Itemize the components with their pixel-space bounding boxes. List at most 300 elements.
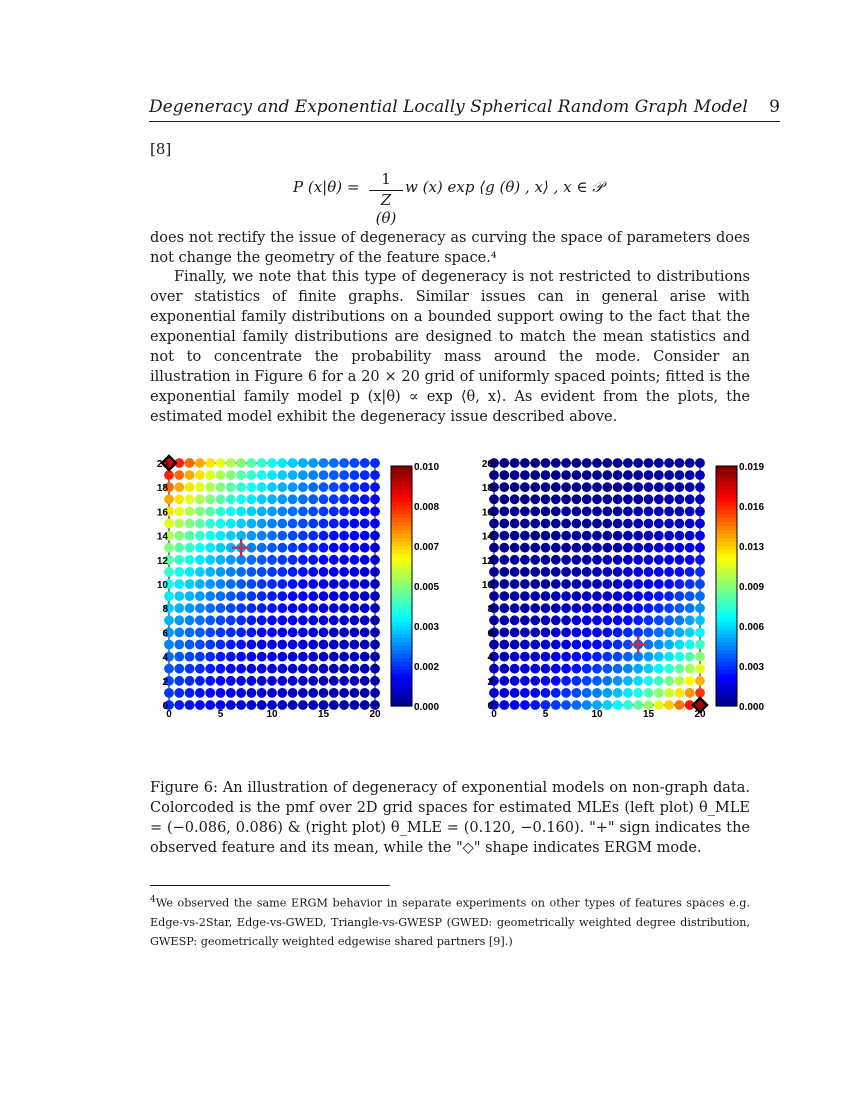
grid-point — [329, 603, 339, 613]
grid-point — [582, 664, 592, 674]
colorbar-segment — [391, 634, 412, 639]
colorbar-segment — [716, 598, 737, 603]
colorbar-segment — [716, 630, 737, 635]
grid-point — [216, 688, 226, 698]
grid-point — [572, 640, 582, 650]
grid-point — [350, 615, 360, 625]
grid-point — [288, 591, 298, 601]
grid-point — [582, 628, 592, 638]
grid-point — [520, 700, 530, 710]
y-tick-label: 12 — [156, 555, 168, 567]
grid-point — [205, 615, 215, 625]
colorbar-segment — [716, 606, 737, 611]
grid-point — [308, 494, 318, 504]
grid-point — [195, 664, 205, 674]
colorbar-segment — [391, 574, 412, 579]
grid-point — [174, 579, 184, 589]
grid-point — [520, 519, 530, 529]
colorbar-segment — [391, 630, 412, 635]
grid-point — [592, 640, 602, 650]
grid-point — [592, 470, 602, 480]
grid-point — [350, 507, 360, 517]
grid-point — [277, 482, 287, 492]
grid-point — [339, 591, 349, 601]
colorbar-segment — [391, 618, 412, 623]
grid-point — [288, 579, 298, 589]
grid-point — [695, 615, 705, 625]
grid-point — [267, 470, 277, 480]
y-tick-label: 12 — [481, 555, 493, 567]
grid-point — [226, 652, 236, 662]
colorbar-segment — [716, 666, 737, 671]
x-tick-label: 5 — [217, 709, 224, 720]
grid-point — [644, 688, 654, 698]
grid-point — [329, 519, 339, 529]
grid-point — [308, 640, 318, 650]
grid-point — [277, 676, 287, 686]
grid-point — [530, 519, 540, 529]
colorbar-segment — [391, 698, 412, 703]
colorbar-segment — [391, 538, 412, 543]
colorbar-segment — [391, 546, 412, 551]
grid-point — [319, 482, 329, 492]
grid-point — [267, 591, 277, 601]
equation-fraction — [369, 170, 403, 227]
grid-point — [319, 543, 329, 553]
grid-point — [329, 458, 339, 468]
grid-point — [654, 579, 664, 589]
grid-point — [370, 567, 380, 577]
grid-point — [644, 579, 654, 589]
grid-point — [216, 482, 226, 492]
grid-point — [489, 615, 499, 625]
x-tick-label: 20 — [369, 709, 381, 720]
grid-point — [644, 470, 654, 480]
colorbar-segment — [391, 542, 412, 547]
colorbar-segment — [716, 698, 737, 703]
grid-point — [298, 603, 308, 613]
grid-point — [236, 676, 246, 686]
grid-point — [360, 482, 370, 492]
colorbar-segment — [391, 650, 412, 655]
grid-point — [664, 567, 674, 577]
grid-point — [216, 603, 226, 613]
grid-point — [247, 628, 257, 638]
grid-point — [195, 470, 205, 480]
y-tick-label: 0 — [487, 701, 493, 712]
grid-point — [350, 676, 360, 686]
grid-point — [551, 591, 561, 601]
grid-point — [685, 494, 695, 504]
grid-point — [510, 494, 520, 504]
y-tick-label: 0 — [162, 701, 168, 712]
grid-point — [572, 482, 582, 492]
grid-point — [205, 664, 215, 674]
grid-point — [360, 543, 370, 553]
grid-point — [350, 591, 360, 601]
grid-point — [654, 494, 664, 504]
grid-point — [675, 494, 685, 504]
colorbar-segment — [391, 474, 412, 479]
grid-point — [339, 652, 349, 662]
grid-point — [257, 470, 267, 480]
colorbar-segment — [391, 674, 412, 679]
grid-point — [541, 615, 551, 625]
grid-point — [602, 494, 612, 504]
grid-point — [350, 519, 360, 529]
grid-point — [185, 591, 195, 601]
grid-point — [360, 519, 370, 529]
grid-point — [174, 652, 184, 662]
grid-point — [185, 603, 195, 613]
grid-point — [257, 615, 267, 625]
grid-point — [510, 579, 520, 589]
grid-point — [370, 591, 380, 601]
grid-point — [530, 652, 540, 662]
grid-point — [654, 700, 664, 710]
grid-point — [319, 494, 329, 504]
grid-point — [685, 531, 695, 541]
grid-point — [319, 628, 329, 638]
y-tick-label: 14 — [156, 531, 168, 543]
grid-point — [664, 628, 674, 638]
y-tick-label: 20 — [481, 459, 493, 470]
grid-point — [510, 531, 520, 541]
y-tick-label: 6 — [162, 628, 168, 640]
colorbar-tick-label: 0.006 — [739, 622, 765, 633]
grid-point — [195, 615, 205, 625]
grid-point — [541, 603, 551, 613]
grid-point — [613, 494, 623, 504]
grid-point — [602, 615, 612, 625]
grid-point — [339, 700, 349, 710]
grid-point — [267, 543, 277, 553]
grid-point — [633, 700, 643, 710]
grid-point — [360, 579, 370, 589]
grid-point — [510, 700, 520, 710]
grid-point — [216, 458, 226, 468]
grid-point — [675, 664, 685, 674]
colorbar-segment — [716, 478, 737, 483]
grid-point — [561, 531, 571, 541]
y-tick-label: 8 — [487, 604, 493, 616]
grid-point — [308, 567, 318, 577]
grid-point — [664, 640, 674, 650]
colorbar-segment — [716, 558, 737, 563]
grid-point — [350, 470, 360, 480]
grid-point — [185, 628, 195, 638]
grid-point — [257, 676, 267, 686]
grid-point — [308, 543, 318, 553]
grid-point — [602, 470, 612, 480]
grid-point — [520, 507, 530, 517]
grid-point — [319, 567, 329, 577]
colorbar-segment — [391, 662, 412, 667]
grid-point — [164, 615, 174, 625]
y-tick-label: 4 — [162, 652, 168, 664]
colorbar-segment — [716, 494, 737, 499]
grid-point — [350, 482, 360, 492]
grid-point — [185, 494, 195, 504]
grid-point — [360, 507, 370, 517]
grid-point — [185, 458, 195, 468]
grid-point — [633, 555, 643, 565]
grid-point — [551, 652, 561, 662]
grid-point — [329, 628, 339, 638]
grid-point — [185, 543, 195, 553]
grid-point — [633, 603, 643, 613]
grid-point — [520, 591, 530, 601]
grid-point — [298, 567, 308, 577]
grid-point — [530, 603, 540, 613]
grid-point — [613, 531, 623, 541]
grid-point — [277, 700, 287, 710]
y-tick-label: 8 — [162, 604, 168, 616]
grid-point — [572, 579, 582, 589]
colorbar-segment — [391, 686, 412, 691]
equation-numerator: 1 — [369, 170, 403, 191]
colorbar-segment — [716, 654, 737, 659]
grid-point — [174, 615, 184, 625]
grid-point — [298, 531, 308, 541]
grid-point — [510, 628, 520, 638]
grid-point — [267, 652, 277, 662]
grid-point — [226, 688, 236, 698]
grid-point — [551, 615, 561, 625]
colorbar-segment — [391, 582, 412, 587]
grid-point — [236, 700, 246, 710]
grid-point — [288, 676, 298, 686]
y-tick-label: 14 — [481, 531, 493, 543]
grid-point — [174, 531, 184, 541]
grid-point — [551, 579, 561, 589]
grid-point — [530, 700, 540, 710]
grid-point — [339, 615, 349, 625]
grid-point — [572, 555, 582, 565]
grid-point — [226, 591, 236, 601]
grid-point — [623, 531, 633, 541]
grid-point — [329, 543, 339, 553]
colorbar-segment — [391, 510, 412, 515]
grid-point — [499, 603, 509, 613]
page-number: 9 — [769, 97, 780, 117]
grid-point — [592, 555, 602, 565]
grid-point — [592, 615, 602, 625]
grid-point — [561, 603, 571, 613]
grid-point — [195, 700, 205, 710]
grid-point — [654, 458, 664, 468]
grid-point — [644, 615, 654, 625]
grid-point — [216, 543, 226, 553]
grid-point — [633, 579, 643, 589]
grid-point — [195, 603, 205, 613]
grid-point — [319, 676, 329, 686]
grid-point — [329, 579, 339, 589]
colorbar-segment — [716, 498, 737, 503]
grid-point — [489, 543, 499, 553]
grid-point — [592, 603, 602, 613]
grid-point — [499, 494, 509, 504]
grid-point — [499, 640, 509, 650]
grid-point — [664, 470, 674, 480]
grid-point — [247, 603, 257, 613]
grid-point — [185, 482, 195, 492]
grid-point — [247, 652, 257, 662]
grid-point — [247, 615, 257, 625]
grid-point — [551, 470, 561, 480]
colorbar-segment — [391, 494, 412, 499]
grid-point — [226, 458, 236, 468]
grid-point — [329, 676, 339, 686]
grid-point — [520, 470, 530, 480]
grid-point — [360, 470, 370, 480]
grid-point — [520, 543, 530, 553]
grid-point — [685, 519, 695, 529]
grid-point — [592, 458, 602, 468]
grid-point — [654, 676, 664, 686]
grid-point — [267, 531, 277, 541]
grid-point — [174, 567, 184, 577]
grid-point — [551, 567, 561, 577]
colorbar-segment — [716, 602, 737, 607]
grid-point — [695, 531, 705, 541]
grid-point — [499, 615, 509, 625]
grid-point — [329, 531, 339, 541]
grid-point — [551, 519, 561, 529]
grid-point — [277, 567, 287, 577]
grid-point — [664, 507, 674, 517]
grid-point — [236, 591, 246, 601]
grid-point — [633, 591, 643, 601]
colorbar-segment — [391, 478, 412, 483]
grid-point — [510, 640, 520, 650]
grid-point — [329, 640, 339, 650]
grid-point — [520, 531, 530, 541]
grid-point — [298, 640, 308, 650]
grid-point — [664, 519, 674, 529]
colorbar-segment — [716, 502, 737, 507]
grid-point — [551, 555, 561, 565]
grid-point — [288, 640, 298, 650]
grid-point — [236, 519, 246, 529]
grid-point — [216, 591, 226, 601]
grid-point — [257, 700, 267, 710]
colorbar-segment — [716, 694, 737, 699]
grid-point — [257, 555, 267, 565]
y-tick-label: 2 — [162, 676, 168, 688]
grid-point — [339, 458, 349, 468]
grid-point — [530, 458, 540, 468]
grid-point — [370, 579, 380, 589]
grid-point — [510, 688, 520, 698]
grid-point — [510, 543, 520, 553]
colorbar-segment — [716, 578, 737, 583]
grid-point — [174, 482, 184, 492]
grid-point — [205, 567, 215, 577]
grid-point — [339, 494, 349, 504]
grid-point — [551, 640, 561, 650]
grid-point — [257, 603, 267, 613]
grid-point — [685, 579, 695, 589]
grid-point — [530, 470, 540, 480]
grid-point — [360, 700, 370, 710]
grid-point — [195, 652, 205, 662]
grid-point — [664, 494, 674, 504]
grid-point — [561, 615, 571, 625]
grid-point — [592, 676, 602, 686]
grid-point — [216, 519, 226, 529]
grid-point — [664, 603, 674, 613]
grid-point — [664, 482, 674, 492]
grid-point — [664, 591, 674, 601]
grid-point — [685, 628, 695, 638]
grid-point — [267, 615, 277, 625]
grid-point — [350, 664, 360, 674]
grid-point — [602, 531, 612, 541]
footnote-rule — [150, 885, 390, 886]
grid-point — [226, 676, 236, 686]
y-tick-label: 4 — [487, 652, 493, 664]
grid-point — [319, 507, 329, 517]
grid-point — [675, 628, 685, 638]
grid-point — [370, 676, 380, 686]
colorbar-segment — [391, 638, 412, 643]
colorbar-segment — [391, 466, 412, 471]
grid-point — [572, 700, 582, 710]
grid-point — [329, 470, 339, 480]
grid-point — [520, 567, 530, 577]
grid-point — [319, 664, 329, 674]
grid-point — [277, 628, 287, 638]
grid-point — [675, 543, 685, 553]
grid-point — [510, 603, 520, 613]
grid-point — [308, 458, 318, 468]
grid-point — [592, 543, 602, 553]
grid-point — [236, 628, 246, 638]
grid-point — [298, 458, 308, 468]
grid-point — [216, 507, 226, 517]
grid-point — [195, 555, 205, 565]
grid-point — [216, 664, 226, 674]
grid-point — [654, 688, 664, 698]
grid-point — [205, 507, 215, 517]
grid-point — [582, 615, 592, 625]
body-paragraph: Finally, we note that this type of degeneracy is not restricted to distributions over statistics of finite graphs. Similar issues can in general arise with exponential family distributions on a bounded support owing to the fact that the exponential family distributions are designed to match the mean statistics and not to concentrate the probability mass around the mode. Consider an illustration in Figure 6 for a 20 × 20 grid of uniformly spaced points; fitted is the exponential family model p (x|θ) ∝ exp ⟨θ, x⟩. As evident from the plots, the estimated model exhibit the degeneracy issue described above. — [150, 269, 750, 425]
grid-point — [174, 676, 184, 686]
colorbar-segment — [391, 678, 412, 683]
grid-point — [572, 470, 582, 480]
grid-point — [350, 531, 360, 541]
grid-point — [499, 700, 509, 710]
grid-point — [195, 688, 205, 698]
grid-point — [247, 494, 257, 504]
colorbar-tick-label: 0.013 — [739, 542, 765, 553]
colorbar-segment — [716, 482, 737, 487]
grid-point — [174, 543, 184, 553]
grid-point — [489, 664, 499, 674]
grid-point — [370, 652, 380, 662]
grid-point — [174, 688, 184, 698]
grid-point — [370, 458, 380, 468]
grid-point — [174, 507, 184, 517]
grid-point — [308, 664, 318, 674]
grid-point — [633, 494, 643, 504]
grid-point — [499, 664, 509, 674]
grid-point — [350, 603, 360, 613]
grid-point — [339, 531, 349, 541]
grid-point — [499, 628, 509, 638]
grid-point — [541, 567, 551, 577]
